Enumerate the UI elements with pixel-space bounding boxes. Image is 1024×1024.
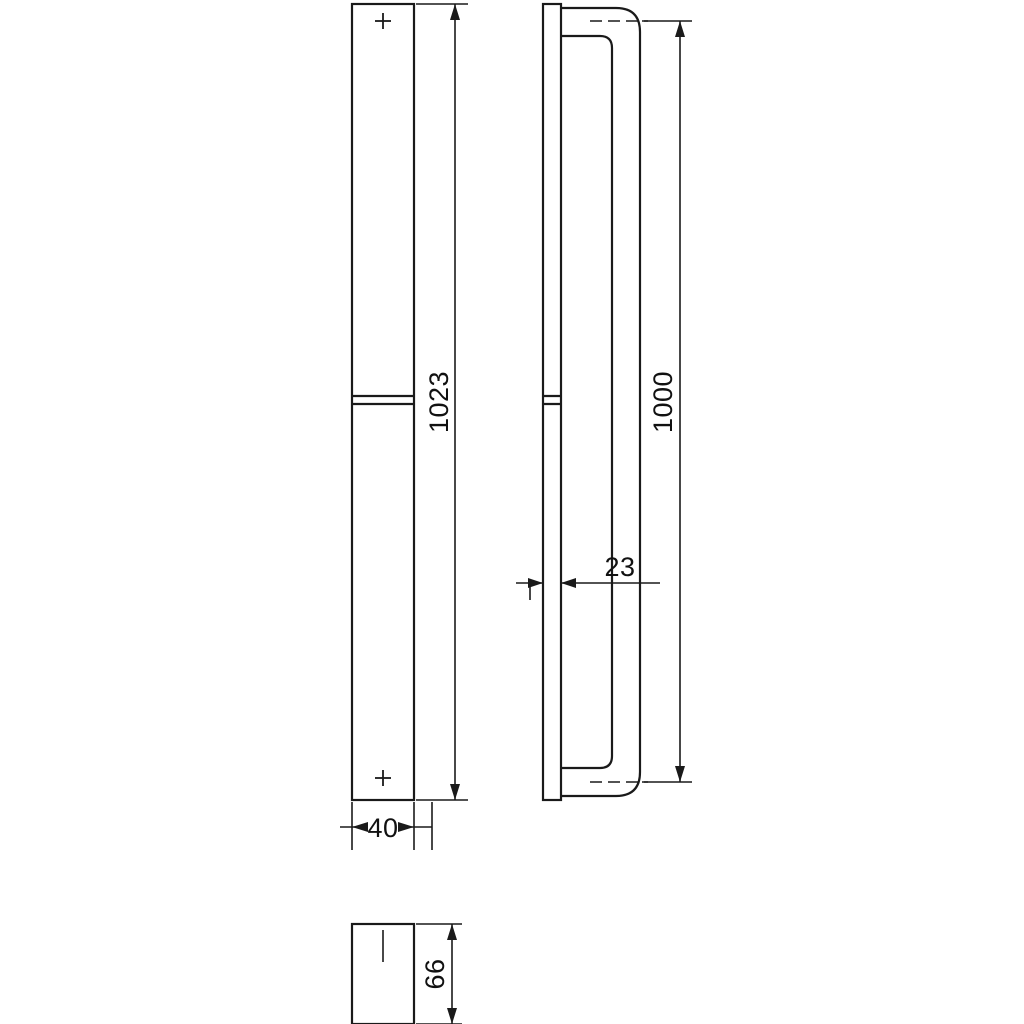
section-view bbox=[352, 924, 414, 1024]
dimension-label-23: 23 bbox=[604, 552, 636, 582]
dimension-23 bbox=[516, 470, 660, 600]
dimension-label-66: 66 bbox=[420, 958, 450, 990]
front-view bbox=[352, 4, 414, 800]
side-view-top-arm-inner bbox=[561, 36, 612, 60]
side-view-mounting-plate bbox=[543, 4, 561, 800]
dimension-label-1023: 1023 bbox=[424, 370, 454, 434]
dimension-label-40: 40 bbox=[367, 813, 399, 843]
front-view-fixing-marks bbox=[375, 13, 391, 786]
side-view-bottom-arm-inner bbox=[561, 744, 612, 768]
front-view-body bbox=[352, 4, 414, 800]
side-view bbox=[543, 4, 640, 800]
dimension-label-1000: 1000 bbox=[648, 370, 678, 434]
side-view-top-arm-outer bbox=[561, 8, 640, 44]
side-view-bottom-arm-outer bbox=[561, 760, 640, 796]
